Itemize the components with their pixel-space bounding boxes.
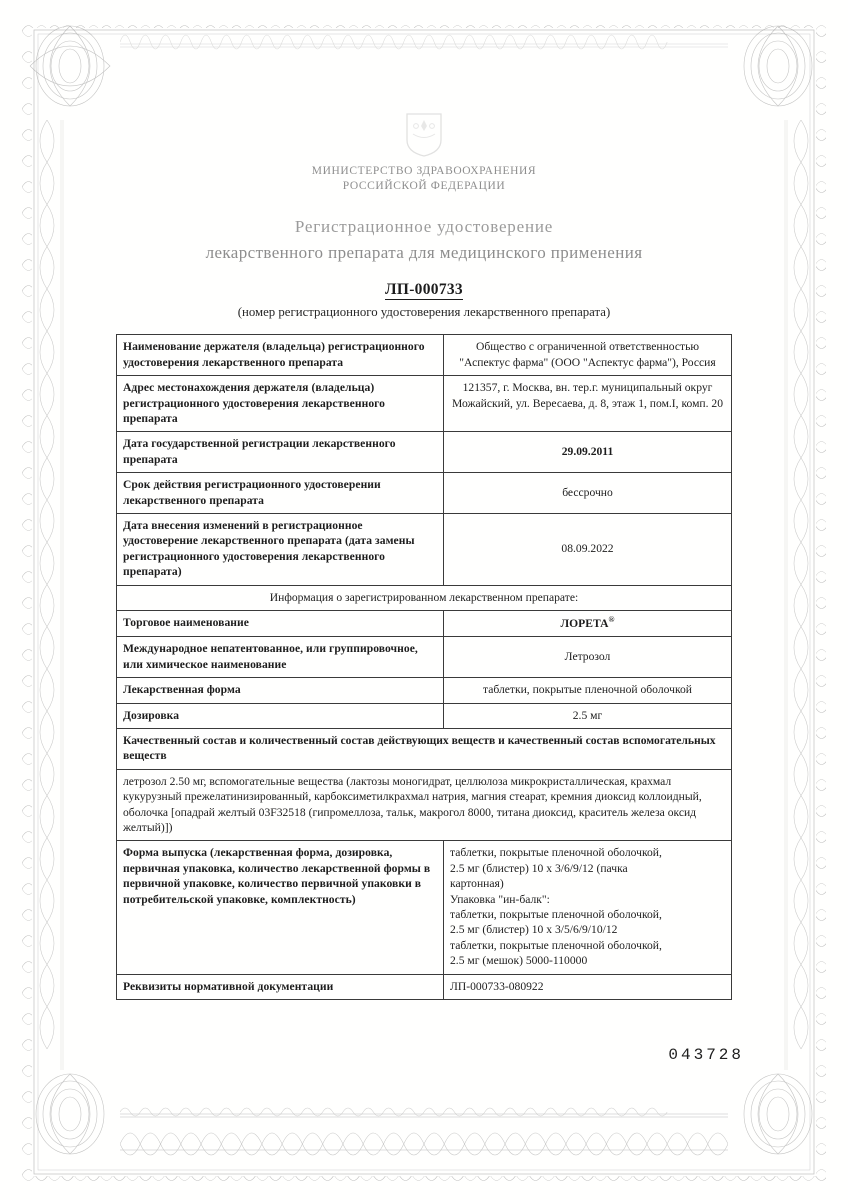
row-value-validity-period: бессрочно	[444, 473, 732, 514]
document-title-line-2: лекарственного препарата для медицинского применения	[205, 242, 643, 262]
release-line: таблетки, покрытые пленочной оболочкой,	[450, 907, 662, 921]
table-row	[117, 974, 732, 999]
ministry-line-2: РОССИЙСКОЙ ФЕДЕРАЦИИ	[342, 180, 506, 193]
row-label-normative-docs: Реквизиты нормативной документации	[117, 974, 444, 999]
release-line: картонная)	[450, 877, 504, 891]
row-label-holder-name: Наименование держателя (владельца) регистрационного удостоверения лекарственного препарата	[117, 335, 444, 376]
row-value-release-form	[444, 841, 732, 974]
release-line: Упаковка "ин-балк":	[450, 892, 550, 906]
table-row	[117, 611, 732, 637]
serial-number: 043728	[668, 1046, 744, 1064]
ministry-heading	[0, 164, 848, 194]
row-value-inn: Летрозол	[444, 637, 732, 678]
table-row	[117, 841, 732, 974]
row-label-registration-date: Дата государственной регистрации лекарственного препарата	[117, 432, 444, 473]
release-line: 2.5 мг (блистер) 10 х 3/5/6/9/10/12	[450, 923, 618, 937]
table-section-header-row	[117, 585, 732, 610]
document-title	[0, 214, 848, 265]
registration-number-caption: (номер регистрационного удостоверения лекарственного препарата)	[237, 305, 611, 320]
table-row	[117, 703, 732, 728]
coat-of-arms-icon	[403, 112, 445, 158]
section-header-product-info: Информация о зарегистрированном лекарственном препарате:	[117, 585, 732, 610]
registration-number	[0, 281, 848, 299]
release-line: таблетки, покрытые пленочной оболочкой,	[450, 938, 662, 952]
table-row	[117, 678, 732, 703]
table-row	[117, 432, 732, 473]
registration-table-wrapper	[116, 334, 732, 1000]
table-row	[117, 335, 732, 376]
composition-text: летрозол 2.50 мг, вспомогательные вещества (лактозы моногидрат, целлюлоза микрокристаллическая, крахмал кукурузный прежелатинизированный, карбоксиметилкрахмал натрия, магния стеарат, кремния диоксид коллоидный, оболочка [опадрай желтый 03F32518 (гипромеллоза, тальк, макрогол 8000, титана диоксид, краситель железа оксид желтый)])	[117, 769, 732, 841]
row-value-trade-name	[444, 611, 732, 637]
row-value-dosage: 2.5 мг	[444, 703, 732, 728]
table-row	[117, 514, 732, 586]
row-value-amendment-date: 08.09.2022	[444, 514, 732, 586]
row-value-dosage-form: таблетки, покрытые пленочной оболочкой	[444, 678, 732, 703]
release-line: таблетки, покрытые пленочной оболочкой,	[450, 846, 662, 860]
row-value-registration-date: 29.09.2011	[444, 432, 732, 473]
ministry-line-1: МИНИСТЕРСТВО ЗДРАВООХРАНЕНИЯ	[311, 165, 537, 177]
row-label-trade-name: Торговое наименование	[117, 611, 444, 637]
composition-header: Качественный состав и количественный состав действующих веществ и качественный состав вспомогательных веществ	[117, 728, 732, 769]
row-label-amendment-date: Дата внесения изменений в регистрационное удостоверение лекарственного препарата (дата замены регистрационного удостоверения лекарственного препарата)	[117, 514, 444, 586]
row-label-inn: Международное непатентованное, или группировочное, или химическое наименование	[117, 637, 444, 678]
row-value-holder-name: Общество с ограниченной ответственностью "Аспектус фарма" (ООО "Аспектус фарма"), Россия	[444, 335, 732, 376]
row-label-dosage: Дозировка	[117, 703, 444, 728]
row-label-validity-period: Срок действия регистрационного удостоверении лекарственного препарата	[117, 473, 444, 514]
release-line: 2.5 мг (мешок) 5000-110000	[450, 954, 588, 968]
row-label-release-form: Форма выпуска (лекарственная форма, дозировка, первичная упаковка, количество лекарственной формы в первичной упаковке, количество первичной упаковки в потребительской упаковке, комплектность)	[117, 841, 444, 974]
table-row	[117, 728, 732, 769]
release-line: 2.5 мг (блистер) 10 х 3/6/9/12 (пачка	[450, 861, 628, 875]
trade-name-text: ЛОРЕТА	[560, 616, 609, 630]
row-label-dosage-form: Лекарственная форма	[117, 678, 444, 703]
row-value-holder-address: 121357, г. Москва, вн. тер.г. муниципальный округ Можайский, ул. Вересаева, д. 8, этаж 1, пом.I, комп. 20	[444, 376, 732, 432]
table-row	[117, 376, 732, 432]
row-label-holder-address: Адрес местонахождения держателя (владельца) регистрационного удостоверения лекарственного препарата	[117, 376, 444, 432]
registered-trademark-icon: ®	[608, 615, 615, 625]
registration-number-value: ЛП-000733	[385, 281, 463, 299]
table-row	[117, 637, 732, 678]
table-row	[117, 769, 732, 841]
document-title-line-1: Регистрационное удостоверение	[294, 217, 554, 237]
registration-table	[116, 334, 732, 1000]
row-value-normative-docs: ЛП-000733-080922	[444, 974, 732, 999]
table-row	[117, 473, 732, 514]
